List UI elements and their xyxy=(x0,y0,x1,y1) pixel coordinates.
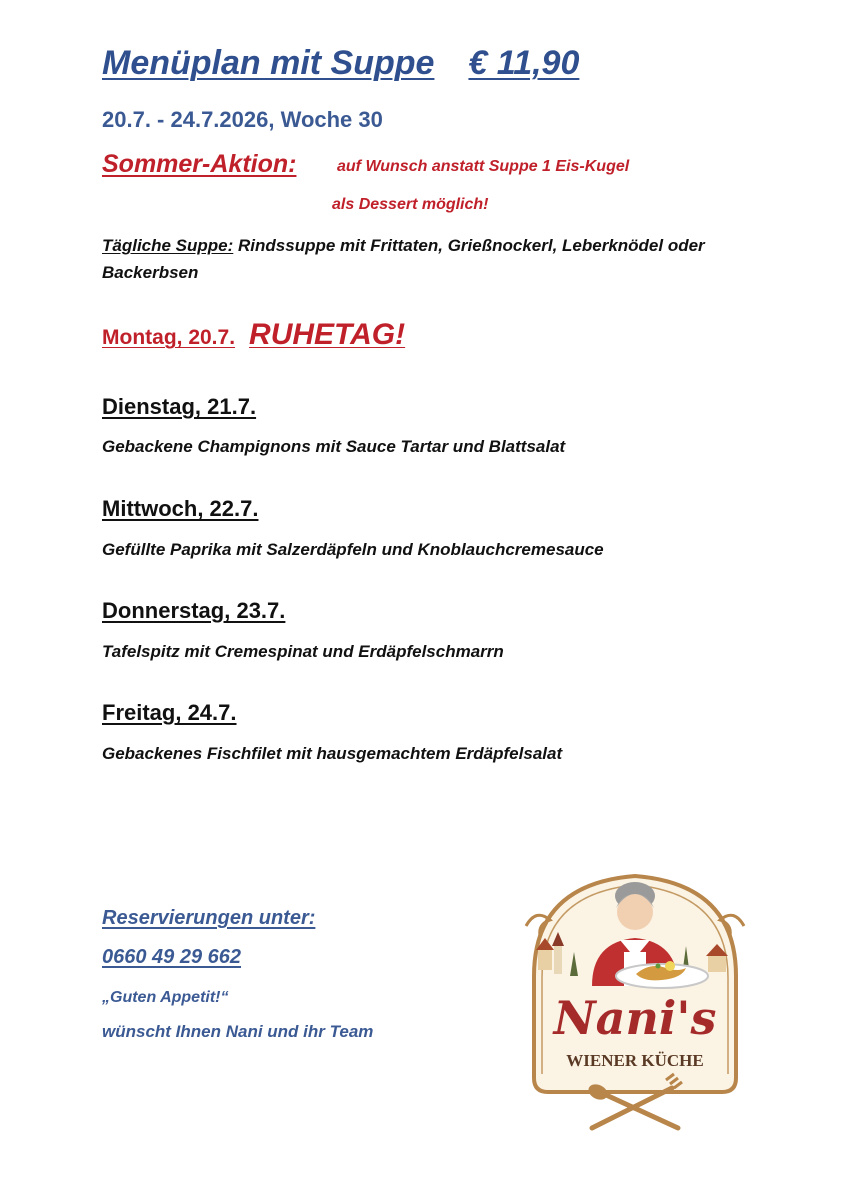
day-heading-wednesday: Mittwoch, 22.7. xyxy=(102,496,259,521)
team-wish: wünscht Ihnen Nani und ihr Team xyxy=(102,1022,374,1041)
greeting: „Guten Appetit!“ xyxy=(102,989,229,1006)
promo-line-2: als Dessert möglich! xyxy=(332,196,489,213)
daily-soup xyxy=(102,232,742,286)
day-heading-tuesday: Dienstag, 21.7. xyxy=(102,394,257,419)
title-text: Menüplan mit Suppe xyxy=(102,44,435,82)
dish-tuesday: Gebackene Champignons mit Sauce Tartar und Blattsalat xyxy=(102,437,566,456)
reservation-label: Reservierungen unter: xyxy=(102,907,316,929)
dish-wednesday: Gefüllte Paprika mit Salzerdäpfeln und Knoblauchcremesauce xyxy=(102,540,604,559)
logo-subtitle: WIENER KÜCHE xyxy=(566,1051,704,1070)
week-range: 20.7. - 24.7.2026, Woche 30 xyxy=(102,107,383,132)
reservation-phone-link[interactable]: 0660 49 29 662 xyxy=(102,946,242,968)
dish-thursday: Tafelspitz mit Cremespinat und Erdäpfelschmarrn xyxy=(102,642,504,661)
logo-name: Nani's xyxy=(553,991,717,1045)
day-heading-friday: Freitag, 24.7. xyxy=(102,700,237,725)
soup-label: Tägliche Suppe: xyxy=(102,236,234,255)
promo-label: Sommer-Aktion: xyxy=(102,150,297,178)
monday-closed xyxy=(102,318,405,352)
dish-friday: Gebackenes Fischfilet mit hausgemachtem Erdäpfelsalat xyxy=(102,744,563,763)
nanis-logo xyxy=(512,866,758,1138)
monday-date: Montag, 20.7. xyxy=(102,326,236,349)
day-heading-thursday: Donnerstag, 23.7. xyxy=(102,598,286,623)
price: € 11,90 xyxy=(468,44,580,82)
soup-text: Rindssuppe mit Frittaten, Grießnockerl, Leberknödel oder Backerbsen xyxy=(102,236,705,282)
page-title xyxy=(102,44,579,83)
promo-line-1: auf Wunsch anstatt Suppe 1 Eis-Kugel xyxy=(337,158,630,175)
ruhetag-note: RUHETAG! xyxy=(249,318,406,351)
